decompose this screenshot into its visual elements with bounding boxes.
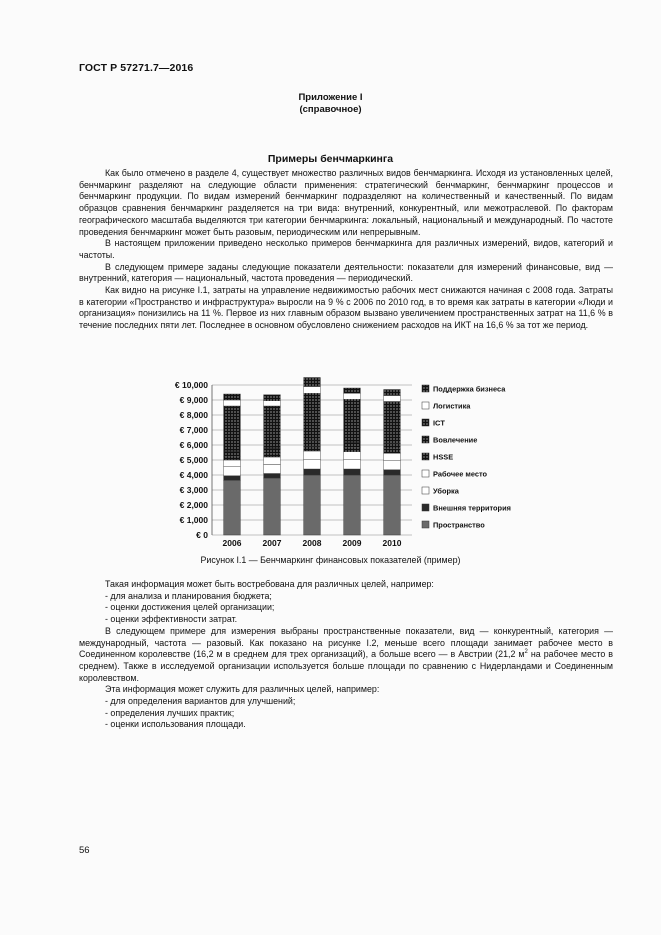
legend-label: Поддержка бизнеса [433, 384, 506, 394]
legend-swatch [422, 487, 429, 494]
bar-segment [384, 390, 401, 396]
bar-segment [384, 449, 401, 454]
bar-segment [224, 451, 241, 456]
y-tick-label: € 7,000 [179, 425, 208, 435]
bar-segment [384, 475, 401, 535]
page-number: 56 [79, 845, 90, 856]
bar-segment [224, 456, 241, 460]
bar-segment [264, 474, 281, 479]
y-tick-label: € 8,000 [179, 410, 208, 420]
bar-segment [384, 453, 401, 461]
paragraph-part: В следующем примере для измерения выбраны пространственные показатели, вид — конкурентный, категория — международный, частота — разовый. Как показано на рисунке I.2, меньше всего площади занимает рабочее место в Соединенном королевстве (16,2 м в среднем для трех организаций), а больше всего — в Австрии (21,2 м [79, 625, 613, 660]
legend-label: Логистика [433, 401, 471, 411]
y-tick-label: € 6,000 [179, 440, 208, 450]
bar-segment [384, 470, 401, 475]
bar-segment [304, 475, 321, 535]
bar-segment [264, 465, 281, 474]
bar-segment [224, 460, 241, 467]
legend-label: Внешняя территория [433, 503, 511, 513]
bar-segment [344, 452, 361, 460]
x-axis-ticks [223, 538, 402, 548]
bar-segment [264, 448, 281, 453]
bar-segment [384, 461, 401, 470]
list-intro: Эта информация может служить для различных целей, например: [105, 684, 380, 695]
intro-text [79, 168, 613, 332]
bar-segment [264, 401, 281, 406]
list-item: - определения лучших практик; [105, 708, 613, 720]
y-tick-label: € 5,000 [179, 455, 208, 465]
figure-caption: Рисунок I.1 — Бенчмаркинг финансовых показателей (пример) [200, 555, 461, 565]
paragraph: Как было отмечено в разделе 4, существует множество различных видов бенчмаркинга. Исходя из установленных целей, бенчмаркинг разделяют на следующие области применения: стратегический бенчмаркинг, бенчмаркинг процессов и бенчмаркинг продукции. По видам измерений бенчмаркинг подразделяют на количественный и качественный. По видам образцов сравнения бенчмаркинг разделяется на три вида: внутренний, конкурентный, или межотраслевой. По факторам географического масштаба выделяются три категории бенчмаркинга: локальный, национальный и международный. По частоте проведения бенчмаркинг может быть разовым, периодическим или непрерывным. [79, 168, 613, 237]
paragraph-part: на рабочее место в среднем). Также в исследуемой организации используется больше площади по сравнению с Нидерландами и Соединенным королевством. [79, 649, 614, 683]
legend-label: ICT [433, 418, 445, 428]
bar-segment [224, 480, 241, 535]
bar-segment [304, 469, 321, 475]
bar-segment [344, 447, 361, 452]
bar-segment [344, 393, 361, 399]
document-code: ГОСТ Р 57271.7—2016 [79, 62, 194, 74]
annex-title: Приложение I [298, 92, 363, 103]
list-intro: Такая информация может быть востребована для различных целей, например: [105, 579, 434, 589]
bar-segment [264, 457, 281, 465]
legend-swatch [422, 504, 429, 511]
bar-segment [304, 378, 321, 387]
bar-segment [304, 393, 321, 440]
bar-segment [344, 475, 361, 535]
bar-segment [224, 400, 241, 406]
annex-note: (справочное) [299, 104, 362, 115]
paragraph: В следующем примере заданы следующие показатели деятельности: показатели для измерений финансовые, вид — внутренний, категория — национальный, частота проведения — периодический. [79, 261, 613, 284]
paragraph: Как видно на рисунке I.1, затраты на управление недвижимостью рабочих мест снижаются начиная с 2008 года. Затраты в категории «Пространство и инфраструктура» выросли на 9 % с 2006 по 2010 год, в то время как затраты в категории «Люди и организация» понизились на 11 %. Первое из них главным образом вызвано увеличением пространственных затрат на 11,6 % в течение последних пяти лет. Последнее в основном обусловлено снижением расходов на ИКТ на 16,6 % за тот же период. [79, 285, 613, 331]
y-tick-label: € 1,000 [179, 515, 208, 525]
bar-segment [264, 478, 281, 535]
bar-segment [224, 467, 241, 476]
bar-segment [224, 476, 241, 481]
list-item: - оценки достижения целей организации; [105, 602, 613, 614]
bar-segment [264, 453, 281, 457]
legend-label: Вовлечение [433, 435, 478, 445]
y-tick-label: € 10,000 [174, 380, 208, 390]
bars [224, 378, 401, 536]
list-item: - оценки эффективности затрат. [105, 614, 613, 626]
x-tick-label: 2009 [342, 538, 362, 548]
bar-segment [384, 396, 401, 402]
legend-swatch [422, 470, 429, 477]
list-item: - для анализа и планирования бюджета; [105, 591, 613, 603]
bar-segment [344, 388, 361, 393]
x-tick-label: 2007 [262, 538, 282, 548]
bar-segment [384, 444, 401, 449]
bar-segment [264, 395, 281, 401]
bar-segment [304, 447, 321, 452]
bar-segment [344, 459, 361, 469]
bar-segment [304, 387, 321, 394]
bar-segment [344, 399, 361, 442]
list-item: - оценки использования площади. [105, 719, 613, 731]
y-tick-label: € 3,000 [179, 485, 208, 495]
bar-segment [344, 442, 361, 447]
legend-label: Пространство [433, 520, 485, 530]
list-item: - для определения вариантов для улучшений; [105, 696, 613, 708]
bar-segment [224, 394, 241, 400]
post-figure-text [79, 579, 613, 731]
x-tick-label: 2006 [222, 538, 242, 548]
legend-label: HSSE [433, 452, 454, 462]
stacked-bar-chart [150, 375, 540, 550]
y-tick-label: € 4,000 [179, 470, 208, 480]
y-tick-label: € 2,000 [179, 500, 208, 510]
paragraph: В настоящем приложении приведено несколько примеров бенчмаркинга для различных измерений, видов, категорий и частоты. [79, 238, 613, 260]
x-tick-label: 2010 [382, 538, 402, 548]
bar-segment [224, 406, 241, 451]
bar-segment [384, 402, 401, 444]
section-title: Примеры бенчмаркинга [267, 153, 394, 165]
x-tick-label: 2008 [302, 538, 322, 548]
legend-label: Уборка [433, 486, 459, 496]
legend-swatch [422, 402, 429, 409]
legend-label: Рабочее место [433, 469, 488, 479]
bar-segment [304, 441, 321, 447]
legend-swatch [422, 419, 429, 426]
paragraph [79, 626, 613, 685]
y-tick-label: € 9,000 [179, 395, 208, 405]
legend [422, 385, 511, 530]
legend-swatch [422, 453, 429, 460]
superscript: 2 [524, 649, 528, 656]
legend-swatch [422, 521, 429, 528]
bar-segment [304, 459, 321, 469]
y-tick-label: € 0 [196, 530, 208, 540]
legend-swatch [422, 436, 429, 443]
bar-segment [304, 451, 321, 459]
y-axis-ticks [175, 380, 208, 540]
legend-swatch [422, 385, 429, 392]
bar-segment [344, 469, 361, 475]
bar-segment [264, 406, 281, 448]
